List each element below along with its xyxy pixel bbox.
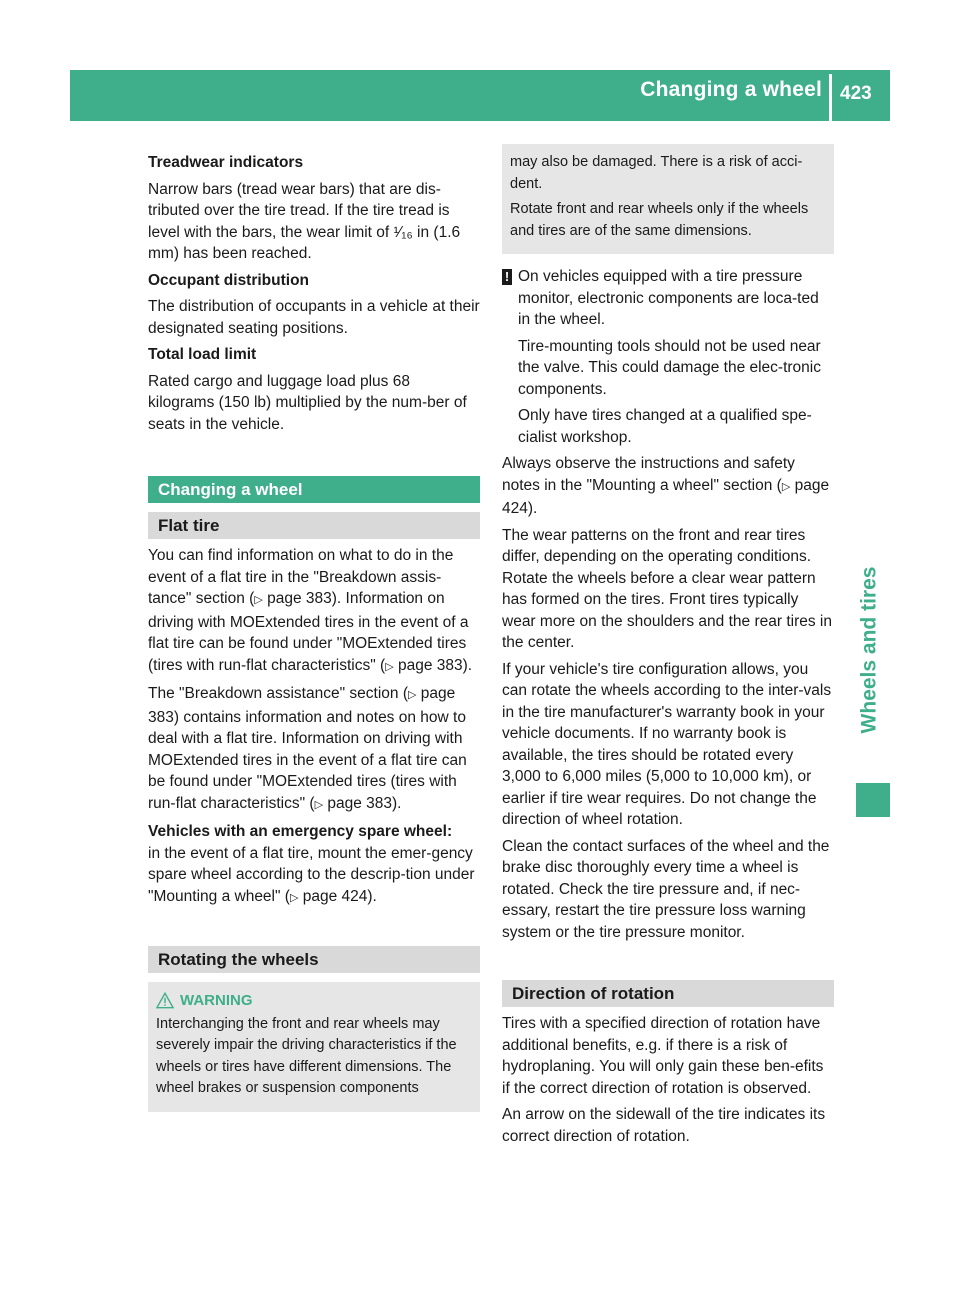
warning-header: [156, 990, 470, 1012]
spare-heading: Vehicles with an emergency spare wheel:: [148, 823, 453, 840]
left-column: [148, 152, 480, 1112]
spare-wheel-paragraph: Vehicles with an emergency spare wheel: in the event of a flat tire, mount the emer-gency spare wheel according to the descrip-tion under "Mounting a wheel" (▷ page 424).: [148, 823, 475, 905]
chapter-marker: [856, 783, 890, 817]
tire-config-paragraph: If your vehicle's tire configuration allows, you can rotate the wheels according to the inter-vals in the tire manufacturer's warranty book in your vehicle documents. If no warranty book is available, the tires should be rotated every 3,000 to 6,000 miles (5,000 to 10,000 km), or earlier if tire wear requires. Do not change the direction of wheel rotation.: [502, 660, 832, 828]
note-block: [502, 266, 834, 448]
treadwear-heading: Treadwear indicators: [148, 154, 304, 171]
warning-box: [148, 982, 480, 1112]
warning-text: Interchanging the front and rear wheels may severely impair the driving characteristics if the wheels or tires have different dimensions. The wheel brakes or suspension components: [156, 1015, 457, 1096]
section-heading-changing-wheel: Changing a wheel: [148, 476, 480, 503]
subsection-heading-direction-rotation: Direction of rotation: [502, 980, 834, 1007]
subsection-heading-rotating-wheels: Rotating the wheels: [148, 946, 480, 973]
note-paragraph-1: On vehicles equipped with a tire pressure monitor, electronic components are loca-ted in the wheel.: [518, 268, 819, 328]
direction-paragraph-1: Tires with a specified direction of rotation have additional benefits, e.g. if there is a risk of hydroplaning. You will only gain these ben-efits if the correct direction of rotation is observed.: [502, 1015, 824, 1097]
header-divider: [829, 74, 832, 121]
page-number: 423: [840, 83, 872, 104]
right-column: [502, 152, 834, 1152]
page-ref-icon: ▷: [254, 594, 263, 606]
note-paragraph-3: Only have tires changed at a qualified spe-cialist workshop.: [518, 407, 812, 446]
load-text: Rated cargo and luggage load plus 68 kilograms (150 lb) multiplied by the num-ber of seats in the vehicle.: [148, 372, 467, 433]
treadwear-text: Narrow bars (tread wear bars) that are dis-tributed over the tire tread. If the tire tread is level with the bars, the wear limit of ¹⁄₁₆ in (1.6 mm) has been reached.: [148, 180, 461, 262]
page-title: Changing a wheel: [640, 78, 822, 101]
page-ref-icon: ▷: [314, 798, 324, 811]
page-ref-icon: ▷: [408, 689, 417, 701]
chapter-side-tab-label: Wheels and tires: [857, 566, 881, 734]
warning-box-continued: [502, 144, 834, 254]
page-ref-icon: ▷: [781, 480, 791, 493]
page-ref-icon: ▷: [289, 891, 299, 904]
flat-tire-paragraph-1: You can find information on what to do in the event of a flat tire in the "Breakdown assis-tance" section (▷ page 383). Information on driving with MOExtended tires in the event of a flat tire can be found under "MOExtended tires (tires with run-flat characteristics" (▷ page 383).: [148, 547, 473, 674]
chapter-side-tab: [848, 530, 890, 770]
warning-label: WARNING: [180, 992, 253, 1009]
flat-tire-paragraph-2: The "Breakdown assistance" section (▷ page 383) contains information and notes on how to deal with a flat tire. Information on driving with MOExtended tires in the event of a flat tire can be found under "MOExtended tires (tires with run-flat characteristics" (▷ page 383).: [148, 685, 467, 812]
direction-paragraph-2: An arrow on the sidewall of the tire indicates its correct direction of rotation.: [502, 1106, 826, 1145]
warning-rotate-text: Rotate front and rear wheels only if the wheels and tires are of the same dimensions.: [510, 201, 809, 239]
wear-patterns-paragraph: The wear patterns on the front and rear tires differ, depending on the operating conditions. Rotate the wheels before a clear wear pattern has formed on the tires. Front tires typically wear more on the shoulders and the rear tires in the center.: [502, 526, 832, 651]
occupant-text: The distribution of occupants in a vehicle at their designated seating positions.: [148, 298, 480, 337]
load-heading: Total load limit: [148, 346, 257, 363]
subsection-heading-flat-tire: Flat tire: [148, 512, 480, 539]
exclamation-icon: !: [502, 269, 512, 285]
occupant-heading: Occupant distribution: [148, 271, 310, 289]
clean-surfaces-paragraph: Clean the contact surfaces of the wheel and the brake disc thoroughly every time a wheel is rotated. Check the tire pressure and, if nec-essary, restart the tire pressure loss warning system or the tire pressure monitor.: [502, 837, 830, 941]
observe-paragraph: Always observe the instructions and safety notes in the "Mounting a wheel" section (▷ page 424).: [502, 455, 830, 517]
note-paragraph-2: Tire-mounting tools should not be used near the valve. This could damage the elec-tronic components.: [518, 337, 821, 398]
warning-continued-text: may also be damaged. There is a risk of acci-dent.: [510, 154, 803, 192]
page-ref-icon: ▷: [385, 660, 394, 673]
warning-triangle-icon: [156, 992, 174, 1009]
